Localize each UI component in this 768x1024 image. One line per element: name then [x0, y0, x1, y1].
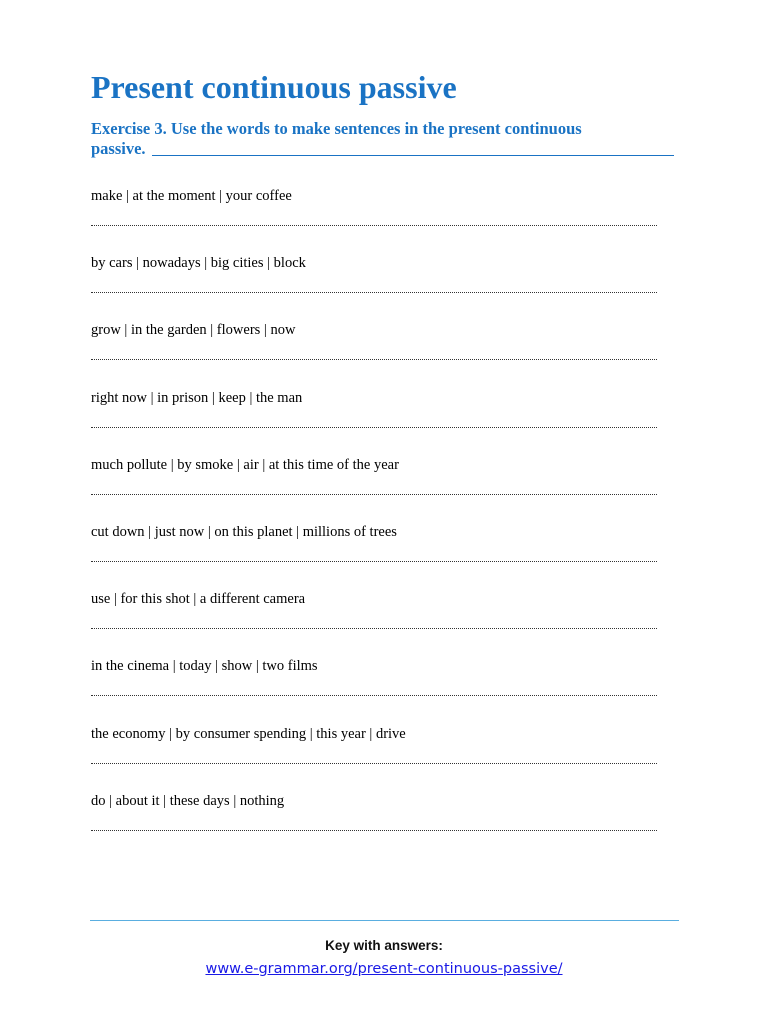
exercise-item-8	[91, 657, 661, 724]
item-prompt: by cars | nowadays | big cities | block	[91, 255, 306, 272]
exercise-item-6	[91, 523, 661, 590]
instruction-line-2-text: passive.	[91, 139, 146, 158]
exercise-item-3	[91, 321, 661, 388]
item-prompt: right now | in prison | keep | the man	[91, 389, 303, 406]
item-prompt: in the cinema | today | show | two films	[91, 658, 318, 675]
answer-line[interactable]	[91, 693, 657, 696]
answer-line[interactable]	[91, 425, 657, 428]
item-prompt: make | at the moment | your coffee	[91, 188, 292, 204]
answer-line[interactable]	[91, 492, 657, 495]
answer-line[interactable]	[91, 223, 657, 226]
exercise-item-4	[91, 389, 661, 456]
exercise-item-5	[91, 456, 661, 523]
exercise-item-10	[91, 792, 661, 859]
answer-key-link[interactable]: www.e-grammar.org/present-continuous-passive/	[205, 961, 563, 977]
exercise-item-9	[91, 725, 661, 792]
answer-line[interactable]	[91, 828, 657, 831]
page-title: Present continuous passive	[91, 69, 457, 105]
footer-divider	[90, 920, 679, 921]
item-prompt: cut down | just now | on this planet | millions of trees	[91, 523, 397, 540]
answer-key-link-wrapper	[0, 958, 768, 980]
exercise-item-2	[91, 254, 661, 321]
exercise-item-7	[91, 590, 661, 657]
exercise-instruction	[91, 119, 674, 159]
instruction-line-2	[91, 139, 674, 159]
exercise-item-1	[91, 187, 661, 254]
answer-line[interactable]	[91, 761, 657, 764]
item-prompt: use | for this shot | a different camera	[91, 591, 306, 608]
instruction-underline	[152, 155, 674, 156]
answer-line[interactable]	[91, 290, 657, 293]
answer-line[interactable]	[91, 559, 657, 562]
answer-line[interactable]	[91, 626, 657, 629]
key-heading: Key with answers:	[325, 938, 443, 953]
instruction-line-1: Exercise 3. Use the words to make sentences in the present continuous	[91, 119, 582, 138]
answer-line[interactable]	[91, 357, 657, 360]
item-prompt: grow | in the garden | flowers | now	[91, 322, 296, 339]
item-prompt: do | about it | these days | nothing	[91, 792, 285, 809]
item-prompt: much pollute | by smoke | air | at this time of the year	[91, 456, 399, 473]
exercise-items	[91, 187, 661, 859]
item-prompt: the economy | by consumer spending | this year | drive	[91, 725, 406, 742]
